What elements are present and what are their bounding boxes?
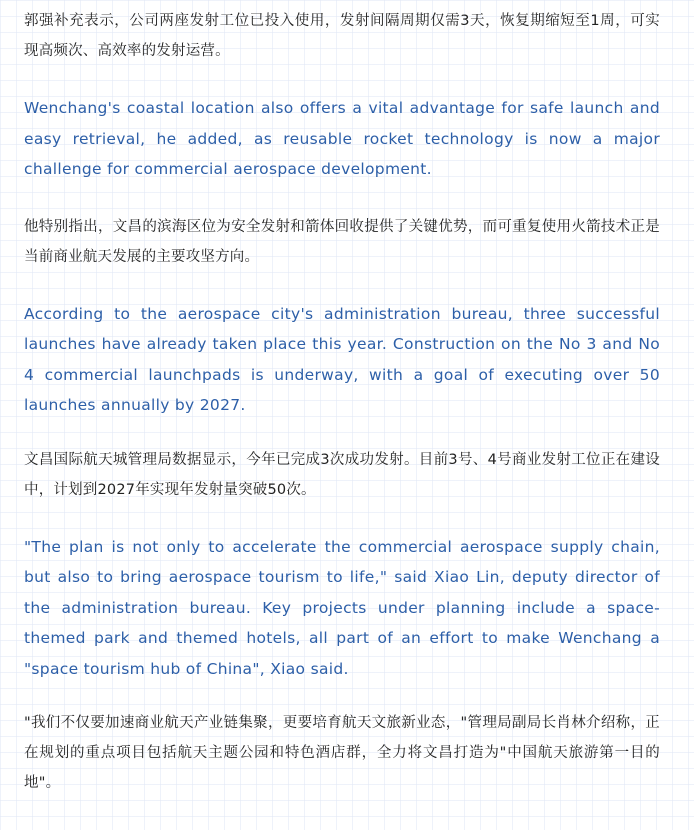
paragraph-zh-2: 他特别指出，文昌的滨海区位为安全发射和箭体回收提供了关键优势，而可重复使用火箭技术正是当前商业航天发展的主要攻坚方向。: [24, 218, 660, 265]
article-body: [24, 6, 660, 798]
paragraph-en-2: According to the aerospace city's administration bureau, three successful launches have already taken place this year. Construction on the No 3 and No 4 commercial launchpads is underway, with a goal of executing over 50 launches annually by 2027.: [24, 304, 660, 414]
paragraph-zh-4: "我们不仅要加速商业航天产业链集聚，更要培育航天文旅新业态，"管理局副局长肖林介绍称，正在规划的重点项目包括航天主题公园和特色酒店群，全力将文昌打造为"中国航天旅游第一目的地"。: [24, 715, 660, 791]
paragraph-en-3: "The plan is not only to accelerate the commercial aerospace supply chain, but also to bring aerospace tourism to life," said Xiao Lin, deputy director of the administration bureau. Key projects under planning include a space-themed park and themed hotels, all part of an effort to make Wenchang a "space tourism hub of China", Xiao said.: [24, 537, 660, 678]
paragraph-zh-1: 郭强补充表示，公司两座发射工位已投入使用，发射间隔周期仅需3天，恢复期缩短至1周，可实现高频次、高效率的发射运营。: [24, 13, 660, 59]
paragraph-zh-3: 文昌国际航天城管理局数据显示，今年已完成3次成功发射。目前3号、4号商业发射工位正在建设中，计划到2027年实现年发射量突破50次。: [24, 451, 660, 498]
paragraph-en-1: Wenchang's coastal location also offers a vital advantage for safe launch and easy retrieval, he added, as reusable rocket technology is now a major challenge for commercial aerospace development.: [24, 99, 660, 178]
